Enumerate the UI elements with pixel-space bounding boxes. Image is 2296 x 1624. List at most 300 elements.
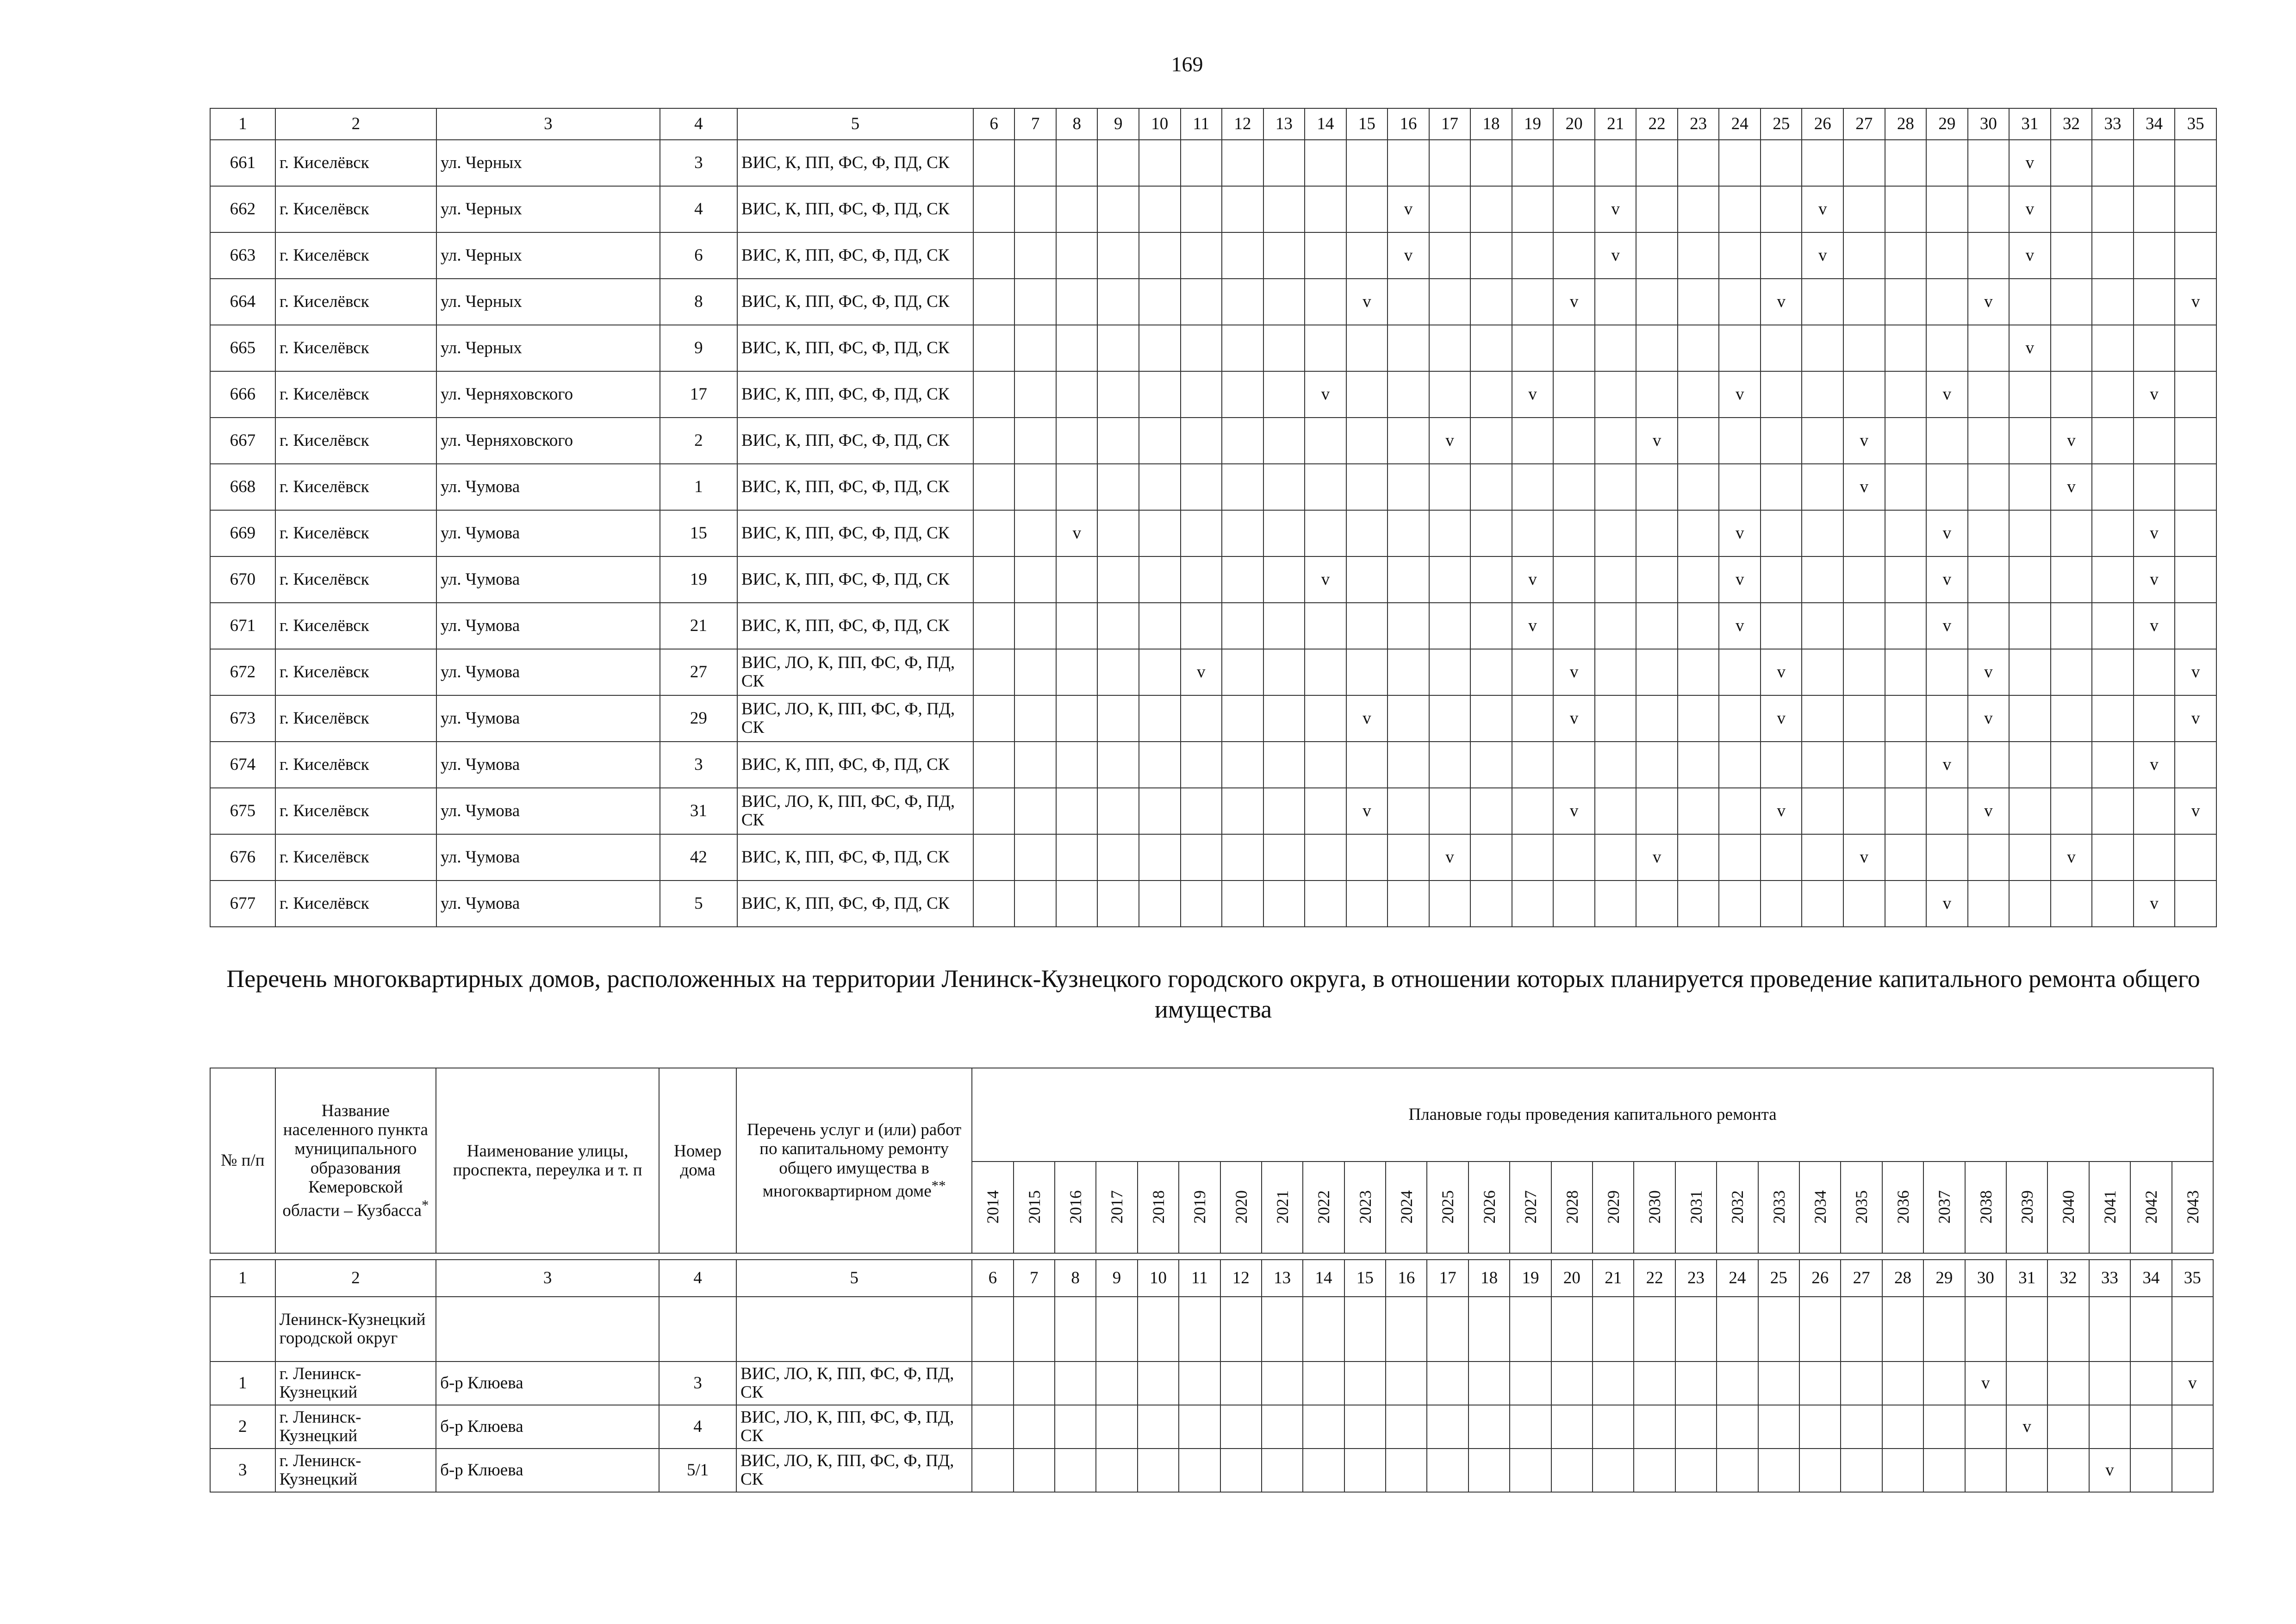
table-row	[210, 881, 2216, 927]
year-cell	[1179, 1362, 1220, 1405]
year-cell	[1056, 649, 1098, 695]
year-cell	[1346, 232, 1388, 279]
year-cell	[2134, 232, 2175, 279]
year-cell	[1595, 418, 1636, 464]
year-cell	[1968, 232, 2010, 279]
year-cell	[1303, 1405, 1344, 1449]
year-cell	[1263, 788, 1305, 834]
year-cell	[1181, 788, 1222, 834]
year-cell	[1305, 232, 1346, 279]
year-cell	[1305, 325, 1346, 371]
year-cell	[1388, 510, 1429, 556]
column-number: 2	[275, 108, 436, 140]
year-header: 2029	[1593, 1162, 1634, 1253]
repair-mark: v	[1512, 371, 1554, 418]
settlement-cell: г. Киселёвск	[275, 325, 436, 371]
year-cell	[1470, 788, 1512, 834]
row-number: 664	[210, 279, 275, 325]
house-number-cell: 6	[660, 232, 737, 279]
year-cell	[1926, 695, 1968, 742]
row-number: 671	[210, 603, 275, 649]
year-cell	[1305, 695, 1346, 742]
year-cell	[1346, 140, 1388, 186]
year-cell	[1222, 603, 1263, 649]
empty-cell	[1551, 1297, 1593, 1362]
table-row	[210, 325, 2216, 371]
year-cell	[1056, 788, 1098, 834]
year-cell	[2051, 371, 2092, 418]
year-cell	[1097, 742, 1139, 788]
services-cell: ВИС, К, ПП, ФС, Ф, ПД, СК	[737, 371, 973, 418]
house-number-cell: 17	[660, 371, 737, 418]
year-cell	[1014, 649, 1056, 695]
repair-mark: v	[1305, 556, 1346, 603]
year-cell	[1636, 695, 1678, 742]
year-cell	[2009, 603, 2051, 649]
year-cell	[1055, 1449, 1096, 1492]
repair-mark: v	[1926, 742, 1968, 788]
repair-mark: v	[2051, 834, 2092, 881]
empty-cell	[1386, 1297, 1427, 1362]
year-cell	[1678, 232, 1719, 279]
empty-cell	[2089, 1297, 2130, 1362]
year-cell	[1843, 186, 1885, 232]
year-cell	[1470, 695, 1512, 742]
year-cell	[1885, 649, 1927, 695]
year-cell	[973, 649, 1015, 695]
year-cell	[1386, 1449, 1427, 1492]
year-cell	[1553, 140, 1595, 186]
year-cell	[1346, 510, 1388, 556]
repair-mark: v	[1761, 695, 1802, 742]
year-cell	[1305, 788, 1346, 834]
column-number: 11	[1181, 108, 1222, 140]
settlement-cell: г. Киселёвск	[275, 140, 436, 186]
repair-mark: v	[1719, 510, 1761, 556]
year-cell	[1056, 834, 1098, 881]
year-cell	[1181, 371, 1222, 418]
street-cell: ул. Черных	[436, 325, 660, 371]
year-cell	[1595, 649, 1636, 695]
year-cell	[1885, 695, 1927, 742]
column-number: 30	[1968, 108, 2010, 140]
year-cell	[1802, 464, 1843, 510]
header-house: Номер дома	[659, 1068, 736, 1253]
repair-mark: v	[1761, 788, 1802, 834]
year-cell	[1470, 464, 1512, 510]
year-cell	[2175, 742, 2216, 788]
year-cell	[1181, 186, 1222, 232]
year-cell	[1014, 510, 1056, 556]
year-cell	[2134, 695, 2175, 742]
repair-mark: v	[2175, 695, 2216, 742]
year-cell	[1263, 418, 1305, 464]
year-header: 2041	[2089, 1162, 2130, 1253]
year-cell	[1097, 788, 1139, 834]
year-header: 2033	[1758, 1162, 1799, 1253]
house-number-cell: 29	[660, 695, 737, 742]
year-cell	[1968, 464, 2010, 510]
header-planned-years: Плановые годы проведения капитального ремонта	[972, 1068, 2213, 1162]
table-row	[210, 140, 2216, 186]
year-cell	[1262, 1405, 1303, 1449]
repair-mark: v	[1968, 279, 2010, 325]
repair-mark: v	[1719, 371, 1761, 418]
year-cell	[973, 881, 1015, 927]
year-header: 2034	[1799, 1162, 1841, 1253]
year-cell	[1346, 464, 1388, 510]
services-cell: ВИС, К, ПП, ФС, Ф, ПД, СК	[737, 834, 973, 881]
year-cell	[1678, 279, 1719, 325]
year-header: 2016	[1055, 1162, 1096, 1253]
empty-cell	[1882, 1297, 1923, 1362]
year-cell	[1595, 788, 1636, 834]
year-cell	[1512, 510, 1554, 556]
repair-mark: v	[2172, 1362, 2213, 1405]
year-cell	[1388, 418, 1429, 464]
year-cell	[1595, 464, 1636, 510]
column-number: 14	[1305, 108, 1346, 140]
services-cell: ВИС, К, ПП, ФС, Ф, ПД, СК	[737, 186, 973, 232]
year-cell	[1097, 279, 1139, 325]
year-cell	[2092, 279, 2134, 325]
repair-mark: v	[1512, 556, 1554, 603]
street-cell: ул. Чумова	[436, 649, 660, 695]
column-number: 8	[1056, 108, 1098, 140]
table-row	[210, 556, 2216, 603]
year-cell	[1678, 649, 1719, 695]
year-cell	[1802, 834, 1843, 881]
year-cell	[1802, 695, 1843, 742]
column-number: 9	[1096, 1260, 1137, 1297]
repair-mark: v	[1346, 788, 1388, 834]
empty-cell	[736, 1297, 972, 1362]
year-cell	[1636, 325, 1678, 371]
year-cell	[1056, 556, 1098, 603]
year-cell	[1885, 881, 1927, 927]
year-cell	[1138, 1362, 1179, 1405]
year-cell	[1014, 418, 1056, 464]
year-cell	[2130, 1449, 2172, 1492]
column-number: 15	[1344, 1260, 1386, 1297]
year-cell	[2175, 325, 2216, 371]
year-cell	[1553, 464, 1595, 510]
row-number: 1	[210, 1362, 275, 1405]
year-cell	[1636, 510, 1678, 556]
repair-mark: v	[1926, 881, 1968, 927]
year-cell	[2009, 556, 2051, 603]
services-cell: ВИС, ЛО, К, ПП, ФС, Ф, ПД, СК	[737, 788, 973, 834]
settlement-cell: г. Киселёвск	[275, 881, 436, 927]
year-cell	[1220, 1405, 1262, 1449]
column-number: 29	[1923, 1260, 1965, 1297]
year-cell	[1678, 834, 1719, 881]
year-cell	[1719, 140, 1761, 186]
column-number: 17	[1429, 108, 1471, 140]
year-cell	[2009, 695, 2051, 742]
year-cell	[1719, 232, 1761, 279]
table-row	[210, 371, 2216, 418]
year-cell	[1717, 1362, 1758, 1405]
year-cell	[973, 371, 1015, 418]
year-cell	[1263, 279, 1305, 325]
column-number: 24	[1717, 1260, 1758, 1297]
year-cell	[1512, 649, 1554, 695]
year-cell	[1843, 279, 1885, 325]
year-cell	[1139, 464, 1181, 510]
year-cell	[1388, 556, 1429, 603]
year-cell	[2175, 418, 2216, 464]
year-cell	[1843, 325, 1885, 371]
column-number: 10	[1139, 108, 1181, 140]
row-number: 669	[210, 510, 275, 556]
street-cell: ул. Чумова	[436, 603, 660, 649]
year-cell	[1595, 556, 1636, 603]
year-cell	[1429, 881, 1471, 927]
year-cell	[973, 464, 1015, 510]
repair-mark: v	[1429, 418, 1471, 464]
header-number: № п/п	[210, 1068, 275, 1253]
street-cell: ул. Чумова	[436, 881, 660, 927]
column-number: 20	[1551, 1260, 1593, 1297]
year-cell	[1181, 881, 1222, 927]
year-cell	[1553, 186, 1595, 232]
year-cell	[1843, 788, 1885, 834]
year-cell	[1388, 325, 1429, 371]
year-cell	[1882, 1405, 1923, 1449]
services-cell: ВИС, К, ПП, ФС, Ф, ПД, СК	[737, 510, 973, 556]
year-cell	[1305, 603, 1346, 649]
settlement-cell: г. Киселёвск	[275, 464, 436, 510]
year-cell	[1139, 603, 1181, 649]
year-cell	[1595, 325, 1636, 371]
year-cell	[1222, 742, 1263, 788]
year-cell	[1758, 1449, 1799, 1492]
row-number: 677	[210, 881, 275, 927]
house-number-cell: 15	[660, 510, 737, 556]
year-cell	[1139, 649, 1181, 695]
year-cell	[1968, 371, 2010, 418]
year-cell	[1470, 279, 1512, 325]
year-cell	[1843, 232, 1885, 279]
year-cell	[1802, 556, 1843, 603]
year-cell	[1181, 834, 1222, 881]
year-cell	[2051, 603, 2092, 649]
year-cell	[1678, 742, 1719, 788]
year-cell	[2092, 325, 2134, 371]
year-cell	[2092, 418, 2134, 464]
houses-table-header	[210, 1068, 2214, 1254]
column-number: 4	[660, 108, 737, 140]
row-number: 667	[210, 418, 275, 464]
year-cell	[1056, 140, 1098, 186]
table-row	[210, 186, 2216, 232]
year-cell	[1429, 371, 1471, 418]
street-cell: ул. Черных	[436, 232, 660, 279]
empty-cell	[1179, 1297, 1220, 1362]
year-cell	[1802, 325, 1843, 371]
year-cell	[1761, 556, 1802, 603]
year-cell	[1139, 742, 1181, 788]
column-number: 8	[1055, 1260, 1096, 1297]
repair-mark: v	[2089, 1449, 2130, 1492]
year-cell	[2134, 834, 2175, 881]
year-header: 2038	[1965, 1162, 2006, 1253]
year-cell	[1636, 464, 1678, 510]
column-number: 2	[275, 1260, 436, 1297]
repair-mark: v	[1346, 279, 1388, 325]
year-cell	[1678, 510, 1719, 556]
empty-cell	[1923, 1297, 1965, 1362]
year-cell	[1097, 649, 1139, 695]
street-cell: ул. Чумова	[436, 742, 660, 788]
year-cell	[1014, 186, 1056, 232]
settlement-cell: г. Киселёвск	[275, 232, 436, 279]
year-cell	[1263, 140, 1305, 186]
year-cell	[1923, 1449, 1965, 1492]
year-header: 2040	[2047, 1162, 2089, 1253]
empty-cell	[1675, 1297, 1717, 1362]
year-cell	[1678, 325, 1719, 371]
year-cell	[1097, 232, 1139, 279]
year-cell	[1802, 140, 1843, 186]
year-cell	[1470, 742, 1512, 788]
year-cell	[2175, 186, 2216, 232]
table-row	[210, 742, 2216, 788]
year-cell	[2092, 556, 2134, 603]
year-cell	[1181, 325, 1222, 371]
year-cell	[2009, 510, 2051, 556]
house-number-cell: 3	[660, 742, 737, 788]
repair-mark: v	[1388, 232, 1429, 279]
year-cell	[1761, 371, 1802, 418]
row-number: 3	[210, 1449, 275, 1492]
year-cell	[1139, 788, 1181, 834]
street-cell: ул. Чумова	[436, 788, 660, 834]
year-cell	[1678, 140, 1719, 186]
repair-mark: v	[1056, 510, 1098, 556]
year-cell	[2134, 325, 2175, 371]
table-row	[210, 834, 2216, 881]
column-number: 19	[1512, 108, 1554, 140]
year-cell	[1181, 742, 1222, 788]
services-cell: ВИС, К, ПП, ФС, Ф, ПД, СК	[737, 464, 973, 510]
year-cell	[2175, 603, 2216, 649]
year-cell	[1675, 1405, 1717, 1449]
houses-table-kiselevsk	[210, 108, 2217, 927]
year-cell	[1717, 1449, 1758, 1492]
street-cell: ул. Черных	[436, 279, 660, 325]
column-number: 13	[1263, 108, 1305, 140]
year-cell	[1388, 742, 1429, 788]
row-number: 670	[210, 556, 275, 603]
year-cell	[1429, 464, 1471, 510]
services-cell: ВИС, ЛО, К, ПП, ФС, Ф, ПД, СК	[736, 1362, 972, 1405]
column-number: 29	[1926, 108, 1968, 140]
year-cell	[1097, 603, 1139, 649]
year-cell	[1305, 140, 1346, 186]
year-cell	[1719, 881, 1761, 927]
year-cell	[2089, 1405, 2130, 1449]
year-cell	[1222, 881, 1263, 927]
empty-cell	[1510, 1297, 1551, 1362]
year-cell	[1510, 1405, 1551, 1449]
column-number: 18	[1468, 1260, 1510, 1297]
column-number: 6	[973, 108, 1015, 140]
year-header: 2032	[1717, 1162, 1758, 1253]
year-cell	[1593, 1449, 1634, 1492]
empty-cell	[1303, 1297, 1344, 1362]
column-number: 25	[1761, 108, 1802, 140]
repair-mark: v	[1636, 418, 1678, 464]
header-settlement: Название населенного пункта муниципального образования Кемеровской области – Кузбасса*	[275, 1068, 436, 1253]
column-number: 4	[659, 1260, 736, 1297]
column-number: 26	[1799, 1260, 1841, 1297]
house-number-cell: 2	[660, 418, 737, 464]
empty-cell	[1055, 1297, 1096, 1362]
year-cell	[1305, 418, 1346, 464]
column-number: 34	[2130, 1260, 2172, 1297]
year-cell	[1512, 788, 1554, 834]
year-cell	[1097, 695, 1139, 742]
settlement-cell: г. Киселёвск	[275, 186, 436, 232]
settlement-cell: г. Киселёвск	[275, 649, 436, 695]
house-number-cell: 21	[660, 603, 737, 649]
year-cell	[1761, 325, 1802, 371]
year-cell	[1841, 1405, 1882, 1449]
year-cell	[973, 742, 1015, 788]
year-cell	[1802, 603, 1843, 649]
year-cell	[1429, 232, 1471, 279]
year-cell	[2175, 834, 2216, 881]
page-number: 169	[1171, 52, 1203, 76]
year-cell	[1719, 418, 1761, 464]
year-cell	[1634, 1449, 1675, 1492]
year-cell	[2092, 371, 2134, 418]
settlement-cell: г. Киселёвск	[275, 279, 436, 325]
year-cell	[1926, 140, 1968, 186]
year-cell	[1346, 603, 1388, 649]
year-cell	[1139, 279, 1181, 325]
year-cell	[1968, 418, 2010, 464]
year-cell	[1802, 510, 1843, 556]
year-header: 2017	[1096, 1162, 1137, 1253]
year-cell	[2051, 325, 2092, 371]
year-cell	[1097, 418, 1139, 464]
year-cell	[1885, 834, 1927, 881]
year-cell	[1427, 1449, 1468, 1492]
year-cell	[1388, 649, 1429, 695]
year-cell	[1346, 649, 1388, 695]
year-header: 2039	[2006, 1162, 2047, 1253]
year-cell	[1388, 279, 1429, 325]
street-cell: б-р Клюева	[436, 1362, 659, 1405]
repair-mark: v	[1968, 788, 2010, 834]
column-number: 7	[1014, 108, 1056, 140]
year-cell	[2134, 418, 2175, 464]
year-cell	[1097, 464, 1139, 510]
year-cell	[1097, 834, 1139, 881]
year-cell	[2009, 834, 2051, 881]
year-cell	[1181, 556, 1222, 603]
year-cell	[1344, 1405, 1386, 1449]
table-row	[210, 649, 2216, 695]
services-cell: ВИС, К, ПП, ФС, Ф, ПД, СК	[737, 140, 973, 186]
year-cell	[1761, 510, 1802, 556]
year-cell	[1965, 1405, 2006, 1449]
table-row	[210, 788, 2216, 834]
street-cell: ул. Чумова	[436, 695, 660, 742]
